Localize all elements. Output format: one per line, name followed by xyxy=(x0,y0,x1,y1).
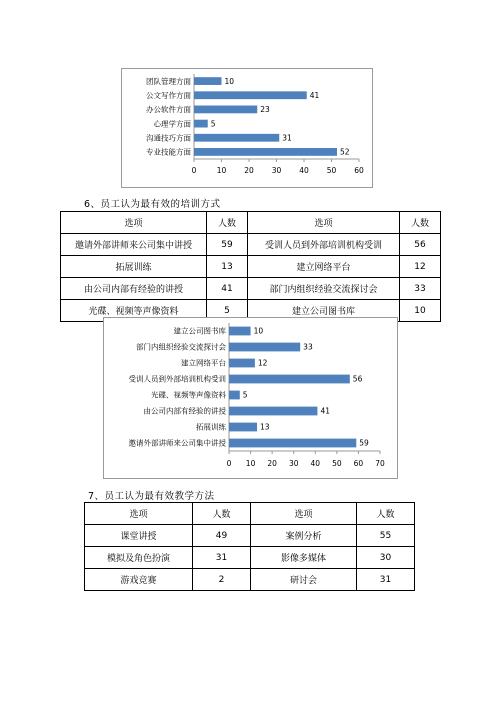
bar xyxy=(229,343,300,352)
x-tick-label: 10 xyxy=(216,166,227,175)
x-tick-label: 70 xyxy=(375,459,385,468)
category-label: 专业技能方面 xyxy=(146,147,191,157)
table-cell: 案例分析 xyxy=(251,525,357,547)
bar xyxy=(229,359,255,368)
data-label: 41 xyxy=(309,90,320,100)
x-tick-label: 40 xyxy=(310,459,321,468)
table-cell: 5 xyxy=(207,300,248,322)
table-cell: 59 xyxy=(207,234,248,256)
data-label: 13 xyxy=(260,422,270,432)
table-cell: 41 xyxy=(207,278,248,300)
chart-1-svg xyxy=(122,69,372,187)
category-label: 邀请外部讲师来公司集中讲授 xyxy=(128,438,226,448)
x-tick-label: 50 xyxy=(332,459,342,468)
table-header-cell: 选项 xyxy=(248,212,400,234)
table-cell: 建立公司图书库 xyxy=(248,300,400,322)
data-label: 31 xyxy=(282,133,292,143)
data-label: 41 xyxy=(320,406,330,416)
table-cell: 31 xyxy=(357,569,415,591)
x-tick-label: 10 xyxy=(245,459,256,468)
table-header-row xyxy=(61,212,441,234)
table-header-cell: 人数 xyxy=(207,212,248,234)
x-tick-label: 50 xyxy=(326,166,337,175)
bar xyxy=(194,120,208,128)
bar xyxy=(194,134,279,142)
x-tick-label: 0 xyxy=(226,459,232,468)
table-header-cell: 人数 xyxy=(357,503,415,525)
data-label: 10 xyxy=(224,76,235,86)
table-cell: 拓展训练 xyxy=(61,256,207,278)
table-cell: 建立网络平台 xyxy=(248,256,400,278)
x-tick-label: 20 xyxy=(244,166,254,175)
table-cell: 部门内组织经验交流探讨会 xyxy=(248,278,400,300)
table-cell: 研讨会 xyxy=(251,569,357,591)
table-cell: 12 xyxy=(400,256,441,278)
table-header-cell: 选项 xyxy=(251,503,357,525)
category-label: 由公司内部有经验的讲授 xyxy=(143,406,226,416)
training-method-table-body xyxy=(61,212,441,322)
data-label: 10 xyxy=(253,326,264,336)
table-header-cell: 选项 xyxy=(85,503,193,525)
table-cell: 10 xyxy=(400,300,441,322)
table-cell: 由公司内部有经验的讲授 xyxy=(61,278,207,300)
x-tick-label: 60 xyxy=(353,459,364,468)
table-cell: 受训人员到外部培训机构受训 xyxy=(248,234,400,256)
bar xyxy=(229,439,356,448)
bar xyxy=(194,91,307,99)
category-label: 建立公司图书库 xyxy=(173,326,226,336)
table-cell: 56 xyxy=(400,234,441,256)
bar xyxy=(194,77,222,85)
category-label: 公文写作方面 xyxy=(146,90,191,100)
category-label: 拓展训练 xyxy=(196,422,226,432)
data-label: 12 xyxy=(257,358,268,368)
bar xyxy=(229,375,350,384)
category-label: 团队管理方面 xyxy=(146,76,191,86)
table-cell: 49 xyxy=(193,525,251,547)
x-tick-label: 30 xyxy=(271,166,282,175)
category-label: 办公软件方面 xyxy=(146,105,191,115)
table-cell: 光碟、视频等声像资料 xyxy=(61,300,207,322)
bar xyxy=(194,148,337,156)
data-label: 56 xyxy=(352,374,363,384)
bar xyxy=(229,407,317,416)
bar xyxy=(229,423,257,432)
x-tick-label: 40 xyxy=(299,166,309,175)
teaching-method-table xyxy=(84,502,415,591)
training-method-table xyxy=(60,211,441,322)
data-label: 5 xyxy=(210,119,216,129)
table-cell: 影像多媒体 xyxy=(251,547,357,569)
table-cell: 模拟及角色扮演 xyxy=(85,547,193,569)
table-cell: 30 xyxy=(357,547,415,569)
category-label: 受训人员到外部培训机构受训 xyxy=(128,374,226,384)
chart-2-svg xyxy=(104,318,397,478)
x-tick-label: 60 xyxy=(354,166,364,175)
category-label: 心理学方面 xyxy=(153,119,191,129)
category-label: 光碟、视频等声像资料 xyxy=(151,390,226,400)
bar xyxy=(229,391,240,400)
table-row xyxy=(61,256,441,278)
table-row xyxy=(61,234,441,256)
section-6-title: 6、员工认为最有效的培训方式 xyxy=(84,199,221,210)
teaching-method-table-body xyxy=(85,503,415,591)
table-cell: 邀请外部讲师来公司集中讲授 xyxy=(61,234,207,256)
table-row xyxy=(85,547,415,569)
x-tick-label: 30 xyxy=(288,459,299,468)
bar xyxy=(229,327,251,336)
data-label: 23 xyxy=(260,105,270,115)
table-header-cell: 人数 xyxy=(400,212,441,234)
data-label: 59 xyxy=(359,438,369,448)
chart-training-content xyxy=(121,68,373,188)
category-label: 部门内组织经验交流探讨会 xyxy=(136,342,226,352)
table-cell: 33 xyxy=(400,278,441,300)
table-cell: 13 xyxy=(207,256,248,278)
data-label: 5 xyxy=(242,390,248,400)
x-tick-label: 0 xyxy=(191,166,197,175)
section-7-title: 7、员工认为最有效教学方法 xyxy=(88,491,215,502)
table-cell: 游戏竞赛 xyxy=(85,569,193,591)
table-cell: 31 xyxy=(193,547,251,569)
category-label: 沟通技巧方面 xyxy=(146,133,191,143)
chart-training-method xyxy=(103,317,398,479)
table-row xyxy=(85,569,415,591)
table-cell: 2 xyxy=(193,569,251,591)
table-cell: 55 xyxy=(357,525,415,547)
table-header-row xyxy=(85,503,415,525)
bar xyxy=(194,106,257,114)
category-label: 建立网络平台 xyxy=(181,358,226,368)
table-header-cell: 人数 xyxy=(193,503,251,525)
x-tick-label: 20 xyxy=(267,459,277,468)
data-label: 52 xyxy=(340,147,350,157)
table-row xyxy=(61,278,441,300)
data-label: 33 xyxy=(303,342,313,352)
table-row xyxy=(85,525,415,547)
table-header-cell: 选项 xyxy=(61,212,207,234)
table-cell: 课堂讲授 xyxy=(85,525,193,547)
